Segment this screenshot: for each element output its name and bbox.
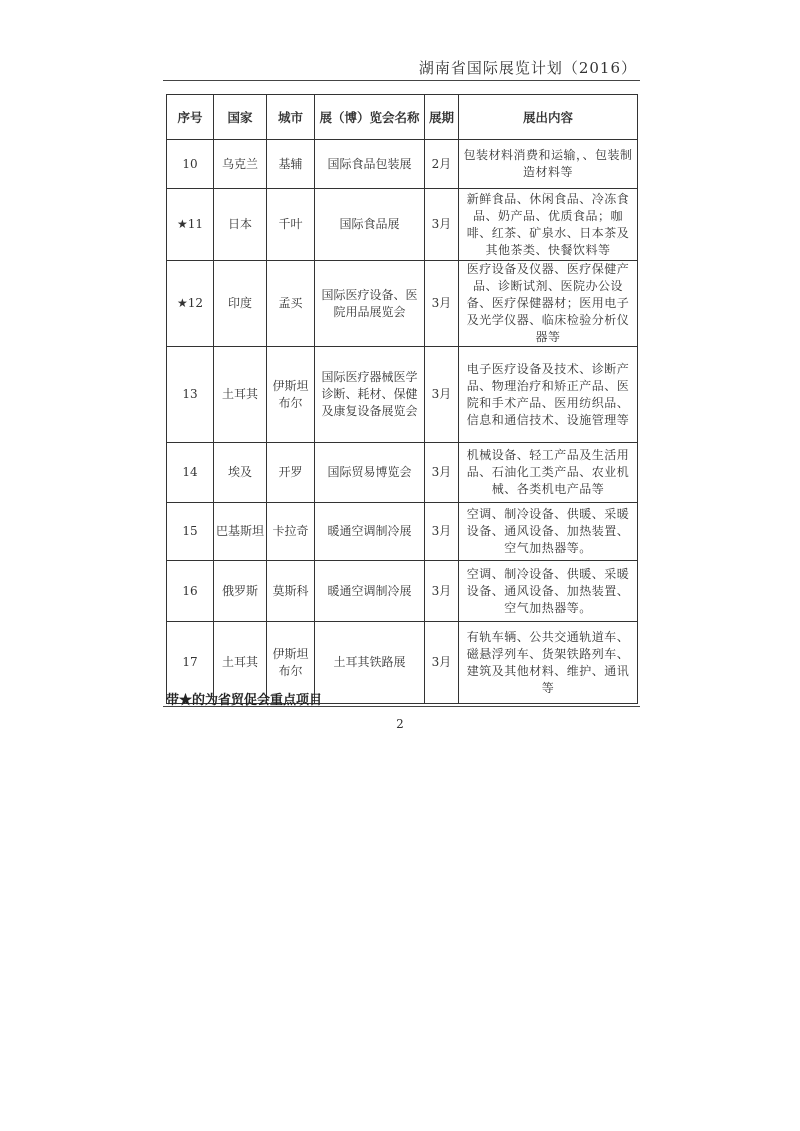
cell-period: 3月	[425, 347, 459, 443]
cell-name: 暖通空调制冷展	[315, 503, 425, 561]
cell-country: 埃及	[214, 443, 267, 503]
cell-period: 3月	[425, 503, 459, 561]
cell-content: 机械设备、轻工产品及生活用品、石油化工类产品、农业机械、各类机电产品等	[459, 443, 638, 503]
table-row	[167, 561, 638, 622]
cell-city: 孟买	[267, 261, 315, 347]
cell-period: 2月	[425, 140, 459, 189]
cell-seq: 13	[167, 347, 214, 443]
cell-name: 暖通空调制冷展	[315, 561, 425, 622]
cell-city: 千叶	[267, 189, 315, 261]
cell-content: 空调、制冷设备、供暖、采暖设备、通风设备、加热装置、空气加热器等。	[459, 503, 638, 561]
exhibition-table	[166, 94, 638, 704]
cell-name: 国际食品包装展	[315, 140, 425, 189]
table-row	[167, 347, 638, 443]
cell-country: 印度	[214, 261, 267, 347]
cell-country: 日本	[214, 189, 267, 261]
table-row	[167, 189, 638, 261]
table-row	[167, 261, 638, 347]
cell-period: 3月	[425, 561, 459, 622]
cell-seq: 17	[167, 622, 214, 704]
cell-content: 有轨车辆、公共交通轨道车、磁悬浮列车、货架铁路列车、建筑及其他材料、维护、通讯等	[459, 622, 638, 704]
column-header-country: 国家	[214, 95, 267, 140]
cell-content: 电子医疗设备及技术、诊断产品、物理治疗和矫正产品、医院和手术产品、医用纺织品、信息和通信技术、设施管理等	[459, 347, 638, 443]
cell-period: 3月	[425, 189, 459, 261]
cell-period: 3月	[425, 622, 459, 704]
cell-name: 国际贸易博览会	[315, 443, 425, 503]
cell-city: 伊斯坦布尔	[267, 622, 315, 704]
cell-city: 卡拉奇	[267, 503, 315, 561]
cell-country: 乌克兰	[214, 140, 267, 189]
column-header-period: 展期	[425, 95, 459, 140]
table-row	[167, 140, 638, 189]
cell-name: 土耳其铁路展	[315, 622, 425, 704]
cell-city: 莫斯科	[267, 561, 315, 622]
cell-seq: 15	[167, 503, 214, 561]
key-project-footnote: 带★的为省贸促会重点项目	[166, 693, 323, 708]
cell-content: 医疗设备及仪器、医疗保健产品、诊断试剂、医院办公设备、医疗保健器材；医用电子及光学仪器、临床检验分析仪器等	[459, 261, 638, 347]
cell-seq: 16	[167, 561, 214, 622]
cell-country: 土耳其	[214, 622, 267, 704]
cell-period: 3月	[425, 443, 459, 503]
column-header-city: 城市	[267, 95, 315, 140]
cell-city: 开罗	[267, 443, 315, 503]
page-header-title: 湖南省国际展览计划（2016）	[418, 59, 637, 77]
table-row	[167, 503, 638, 561]
table-header-row	[167, 95, 638, 140]
cell-city: 伊斯坦布尔	[267, 347, 315, 443]
cell-city: 基辅	[267, 140, 315, 189]
column-header-name: 展（博）览会名称	[315, 95, 425, 140]
table-row	[167, 443, 638, 503]
cell-seq: 10	[167, 140, 214, 189]
cell-seq: ★12	[167, 261, 214, 347]
cell-country: 俄罗斯	[214, 561, 267, 622]
cell-name: 国际医疗器械医学诊断、耗材、保健及康复设备展览会	[315, 347, 425, 443]
cell-country: 土耳其	[214, 347, 267, 443]
page-number: 2	[396, 717, 404, 731]
cell-name: 国际食品展	[315, 189, 425, 261]
cell-content: 包装材料消费和运输，、包装制造材料等	[459, 140, 638, 189]
cell-name: 国际医疗设备、医院用品展览会	[315, 261, 425, 347]
cell-content: 空调、制冷设备、供暖、采暖设备、通风设备、加热装置、空气加热器等。	[459, 561, 638, 622]
header-divider	[163, 80, 640, 81]
cell-seq: ★11	[167, 189, 214, 261]
column-header-content: 展出内容	[459, 95, 638, 140]
cell-period: 3月	[425, 261, 459, 347]
column-header-seq: 序号	[167, 95, 214, 140]
cell-seq: 14	[167, 443, 214, 503]
cell-content: 新鲜食品、休闲食品、冷冻食品、奶产品、优质食品；咖啡、红茶、矿泉水、日本茶及其他茶类、快餐饮料等	[459, 189, 638, 261]
cell-country: 巴基斯坦	[214, 503, 267, 561]
footer-divider	[163, 706, 640, 707]
